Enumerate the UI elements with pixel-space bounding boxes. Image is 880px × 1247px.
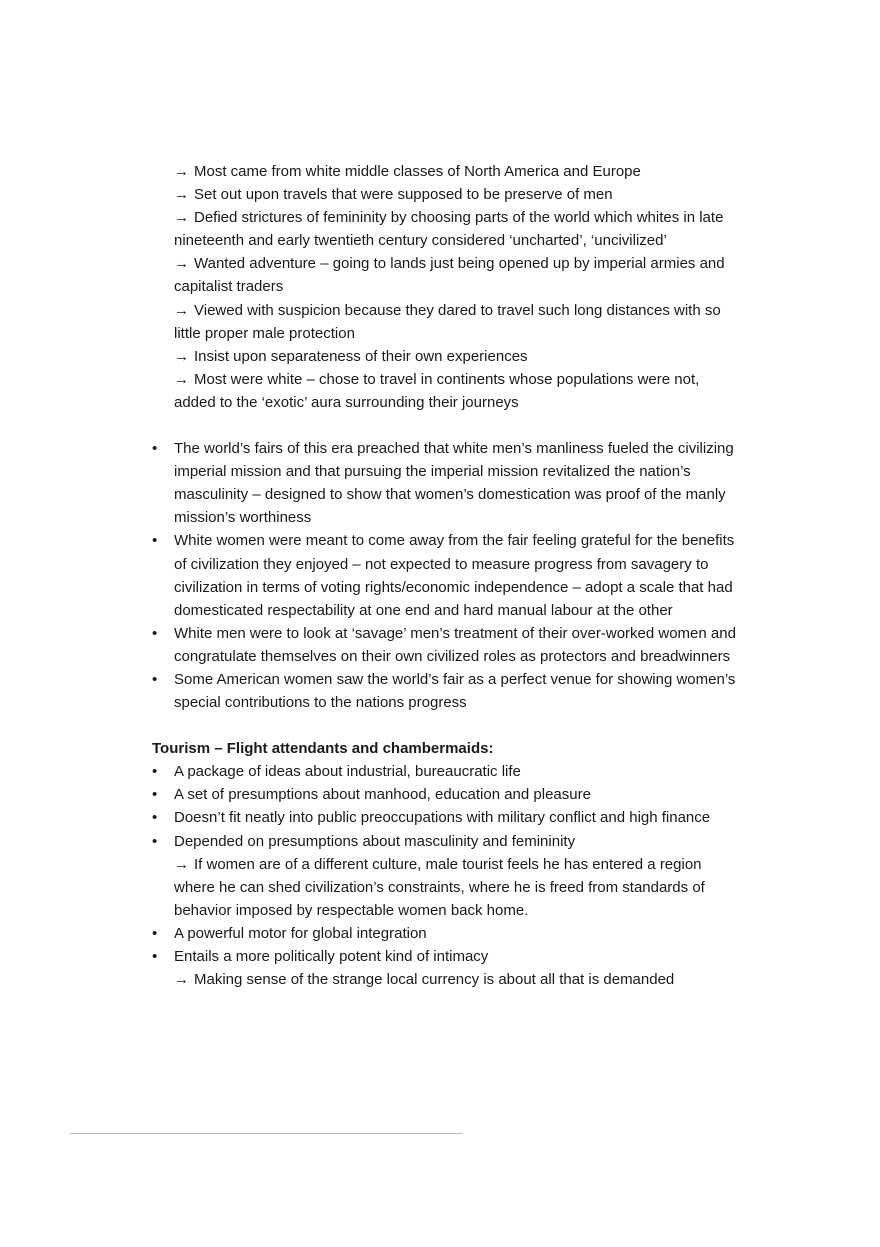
list-item: • A package of ideas about industrial, bureaucratic life [152, 760, 742, 783]
arrow-item: → Most were white – chose to travel in continents whose populations were not, added to the ‘exotic’ aura surrounding their journeys [152, 368, 742, 414]
list-item: • The world’s fairs of this era preached that white men’s manliness fueled the civilizing imperial mission and that pursuing the imperial mission revitalized the nation’s masculinity – designed to show that women’s domestication was proof of the manly mission’s worthiness [152, 437, 742, 529]
bullet-icon: • [152, 532, 158, 550]
bullet-icon: • [152, 670, 158, 688]
list-item: • White women were meant to come away from the fair feeling grateful for the benefits of civilization they enjoyed – not expected to measure progress from savagery to civilization in terms of voting rights/economic independence – adopt a scale that had domesticated respectability at one end and hard manual labour at the other [152, 529, 742, 621]
list-item: • White men were to look at ‘savage’ men’s treatment of their over-worked women and congratulate themselves on their own civilized roles as protectors and breadwinners [152, 622, 742, 668]
list-item: • Entails a more politically potent kind of intimacy [152, 945, 742, 968]
bullet-icon: • [152, 948, 158, 965]
travellers-list [152, 160, 742, 414]
arrow-item: → Wanted adventure – going to lands just being opened up by imperial armies and capitalist traders [152, 252, 742, 298]
tourism-list [152, 760, 742, 991]
section-heading: Tourism – Flight attendants and chambermaids: [152, 740, 494, 758]
list-item: • Depended on presumptions about masculinity and femininity [152, 830, 742, 853]
arrow-icon: → [174, 370, 189, 388]
arrow-item: → If women are of a different culture, male tourist feels he has entered a region where he can shed civilization’s constraints, where he is freed from standards of behavior imposed by respectable women back home. [152, 853, 742, 922]
arrow-item: → Insist upon separateness of their own experiences [152, 345, 742, 368]
list-item: • Some American women saw the world’s fair as a perfect venue for showing women’s special contributions to the nations progress [152, 668, 742, 714]
fairs-list [152, 437, 742, 714]
arrow-icon: → [174, 163, 189, 180]
arrow-icon: → [174, 347, 189, 365]
arrow-icon: → [174, 971, 189, 989]
bullet-icon: • [152, 786, 158, 804]
arrow-item: → Viewed with suspicion because they dared to travel such long distances with so little proper male protection [152, 299, 742, 345]
arrow-icon: → [174, 301, 189, 319]
notes-body [152, 160, 742, 991]
arrow-item: → Set out upon travels that were supposed to be preserve of men [152, 183, 742, 206]
bullet-icon: • [152, 763, 158, 781]
arrow-icon: → [174, 255, 189, 273]
footnote-divider [70, 1133, 462, 1134]
arrow-item: → Most came from white middle classes of North America and Europe [152, 160, 742, 183]
bullet-icon: • [152, 624, 158, 642]
arrow-icon: → [174, 186, 189, 204]
arrow-icon: → [174, 209, 189, 227]
spacer [152, 714, 742, 737]
spacer [152, 414, 742, 437]
bullet-icon: • [152, 832, 158, 850]
bullet-icon: • [152, 924, 158, 942]
arrow-icon: → [174, 855, 189, 873]
bullet-icon: • [152, 440, 158, 458]
bullet-icon: • [152, 809, 158, 827]
arrow-item: → Making sense of the strange local currency is about all that is demanded [152, 968, 742, 991]
list-item: • Doesn’t fit neatly into public preoccupations with military conflict and high finance [152, 806, 742, 829]
list-item: • A powerful motor for global integration [152, 922, 742, 945]
list-item: • A set of presumptions about manhood, education and pleasure [152, 783, 742, 806]
arrow-item: → Defied strictures of femininity by choosing parts of the world which whites in late nineteenth and early twentieth century considered ‘uncharted’, ‘uncivilized’ [152, 206, 742, 252]
